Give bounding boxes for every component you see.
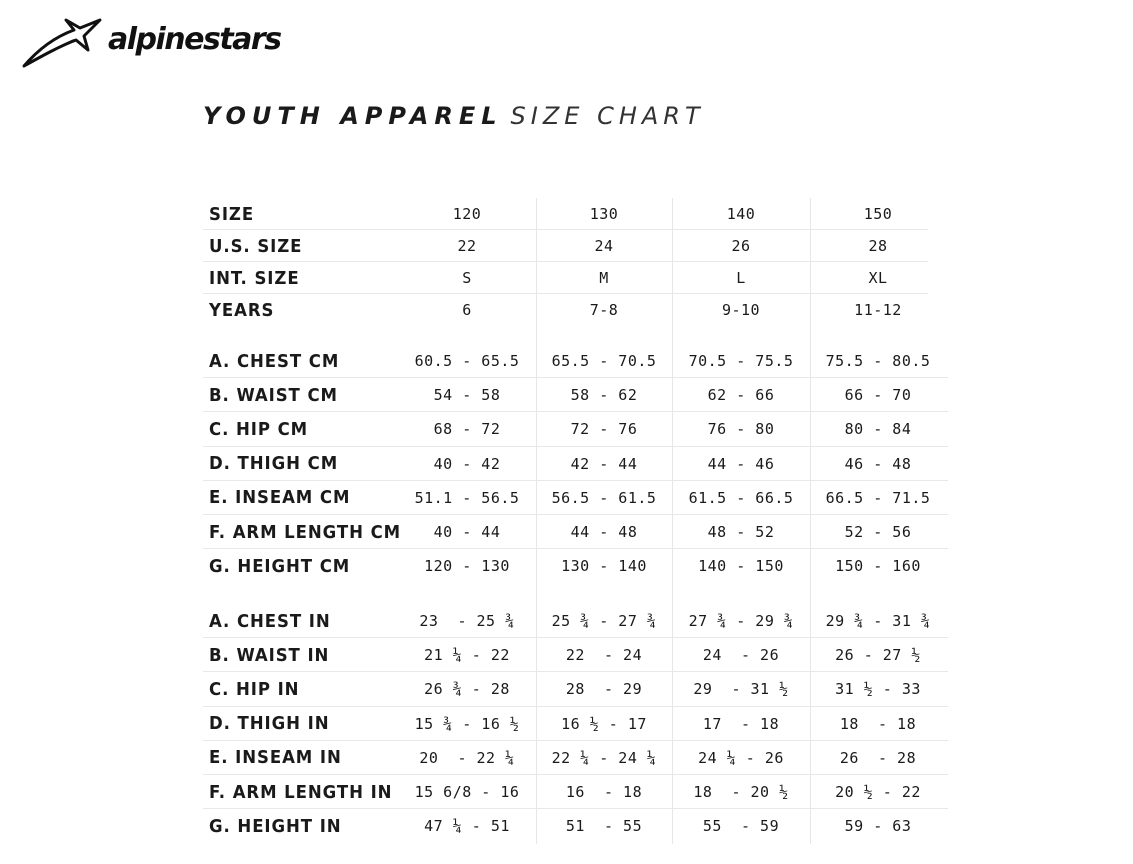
table-cell: 46 - 48 xyxy=(844,454,912,473)
table-cell: 70.5 - 75.5 xyxy=(688,352,794,371)
table-cell: 9-10 xyxy=(721,301,761,319)
table-cell: 150 xyxy=(863,205,893,223)
table-cell: 26 - 28 xyxy=(839,748,917,767)
table-cell: 65.5 - 70.5 xyxy=(551,352,657,371)
table-cell: 40 - 42 xyxy=(433,454,501,473)
table-row xyxy=(203,294,948,326)
row-label: C. HIP CM xyxy=(209,418,309,440)
table-row xyxy=(203,672,948,706)
table-cell: 20 - 22 ¼ xyxy=(419,748,515,767)
table-cell: 26 - 27 ½ xyxy=(835,646,921,665)
table-cell: M xyxy=(599,269,609,287)
table-cell: 31 ½ - 33 xyxy=(835,680,921,699)
table-cell: 15 6/8 - 16 xyxy=(414,783,520,802)
table-cell: 24 - 26 xyxy=(702,646,780,665)
table-cell: 44 - 46 xyxy=(707,454,775,473)
row-label: INT. SIZE xyxy=(209,267,300,289)
table-row xyxy=(203,378,948,412)
row-label: E. INSEAM IN xyxy=(209,747,342,769)
row-label: A. CHEST CM xyxy=(209,350,340,372)
table-cell: 62 - 66 xyxy=(707,386,775,405)
table-cell: 54 - 58 xyxy=(433,386,501,405)
table-cell: 24 ¼ - 26 xyxy=(698,748,784,767)
row-label: G. HEIGHT IN xyxy=(209,815,342,837)
table-cell: 140 xyxy=(726,205,756,223)
table-row xyxy=(203,515,948,549)
table-row xyxy=(203,638,948,672)
table-cell: 22 xyxy=(457,237,477,255)
table-row xyxy=(203,262,948,294)
table-cell: 61.5 - 66.5 xyxy=(688,488,794,507)
table-row xyxy=(203,447,948,481)
table-cell: 40 - 44 xyxy=(433,523,501,542)
table-cell: 29 ¾ - 31 ¾ xyxy=(825,612,931,631)
row-label: SIZE xyxy=(209,203,255,225)
table-cell: 23 - 25 ¾ xyxy=(419,612,515,631)
table-cell: 26 xyxy=(731,237,751,255)
row-label: A. CHEST IN xyxy=(209,610,331,632)
table-cell: 42 - 44 xyxy=(570,454,638,473)
table-cell: 29 - 31 ½ xyxy=(693,680,789,699)
table-cell: 16 ½ - 17 xyxy=(561,714,647,733)
table-cell: 18 - 20 ½ xyxy=(693,783,789,802)
table-cell: 21 ¼ - 22 xyxy=(424,646,510,665)
table-row xyxy=(203,809,948,843)
row-label: D. THIGH IN xyxy=(209,713,330,735)
table-cell: 18 - 18 xyxy=(839,714,917,733)
table-cell: 47 ¼ - 51 xyxy=(424,817,510,836)
row-label: F. ARM LENGTH CM xyxy=(209,521,402,543)
table-row xyxy=(203,412,948,446)
table-row xyxy=(203,344,948,378)
table-cell: 120 - 130 xyxy=(424,557,510,576)
table-cell: 120 xyxy=(452,205,482,223)
row-label: U.S. SIZE xyxy=(209,235,303,257)
row-label: B. WAIST CM xyxy=(209,384,338,406)
table-cell: 68 - 72 xyxy=(433,420,501,439)
table-cell: 66 - 70 xyxy=(844,386,912,405)
row-label: F. ARM LENGTH IN xyxy=(209,781,393,803)
table-cell: 17 - 18 xyxy=(702,714,780,733)
table-row xyxy=(203,549,948,583)
table-cell: 140 - 150 xyxy=(698,557,784,576)
table-cell: 26 ¾ - 28 xyxy=(424,680,510,699)
table-cell: 22 - 24 xyxy=(565,646,643,665)
table-cell: 25 ¾ - 27 ¾ xyxy=(551,612,657,631)
brand-wordmark: alpinestars xyxy=(108,22,281,57)
row-label: G. HEIGHT CM xyxy=(209,555,351,577)
table-cell: 22 ¼ - 24 ¼ xyxy=(551,748,657,767)
table-cell: 75.5 - 80.5 xyxy=(825,352,931,371)
table-cell: 15 ¾ - 16 ½ xyxy=(414,714,520,733)
row-label: C. HIP IN xyxy=(209,678,300,700)
table-cell: L xyxy=(736,269,746,287)
table-cell: 28 - 29 xyxy=(565,680,643,699)
row-label: YEARS xyxy=(209,299,275,321)
title-bold: YOUTH APPAREL xyxy=(203,102,503,130)
table-cell: XL xyxy=(868,269,888,287)
table-cell: 66.5 - 71.5 xyxy=(825,488,931,507)
table-cell: 27 ¾ - 29 ¾ xyxy=(688,612,794,631)
row-label: B. WAIST IN xyxy=(209,644,330,666)
table-cell: 76 - 80 xyxy=(707,420,775,439)
table-cell: 72 - 76 xyxy=(570,420,638,439)
row-label: E. INSEAM CM xyxy=(209,487,351,509)
table-row xyxy=(203,741,948,775)
table-cell: 44 - 48 xyxy=(570,523,638,542)
table-cell: 150 - 160 xyxy=(835,557,921,576)
table-row xyxy=(203,198,948,230)
table-cell: 55 - 59 xyxy=(702,817,780,836)
table-cell: 56.5 - 61.5 xyxy=(551,488,657,507)
table-row xyxy=(203,604,948,638)
table-row xyxy=(203,775,948,809)
title-light: SIZE CHART xyxy=(510,102,705,130)
table-cell: 52 - 56 xyxy=(844,523,912,542)
table-cell: 51 - 55 xyxy=(565,817,643,836)
table-cell: 11-12 xyxy=(854,301,902,319)
table-cell: 28 xyxy=(868,237,888,255)
table-cell: 130 xyxy=(589,205,619,223)
table-cell: 16 - 18 xyxy=(565,783,643,802)
table-cell: 60.5 - 65.5 xyxy=(414,352,520,371)
table-cell: 7-8 xyxy=(589,301,619,319)
table-row xyxy=(203,707,948,741)
table-cell: 59 - 63 xyxy=(844,817,912,836)
table-cell: 130 - 140 xyxy=(561,557,647,576)
table-cell: 20 ½ - 22 xyxy=(835,783,921,802)
row-label: D. THIGH CM xyxy=(209,453,339,475)
table-row xyxy=(203,230,948,262)
table-cell: 24 xyxy=(594,237,614,255)
table-cell: 80 - 84 xyxy=(844,420,912,439)
table-row xyxy=(203,481,948,515)
table-cell: 6 xyxy=(462,301,472,319)
table-cell: 51.1 - 56.5 xyxy=(414,488,520,507)
table-cell: S xyxy=(462,269,472,287)
table-cell: 48 - 52 xyxy=(707,523,775,542)
table-cell: 58 - 62 xyxy=(570,386,638,405)
